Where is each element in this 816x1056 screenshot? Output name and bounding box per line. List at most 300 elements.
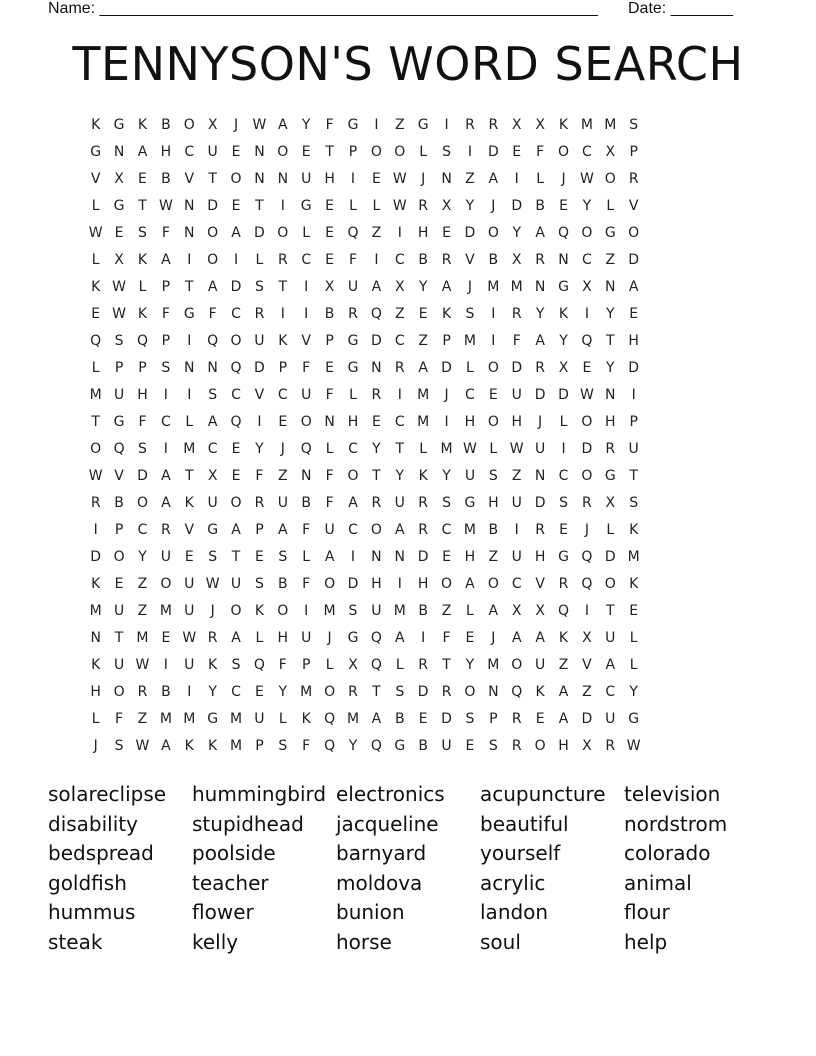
grid-letter: Z <box>137 576 148 592</box>
grid-letter: C <box>348 441 358 457</box>
page-title: TENNYSON'S WORD SEARCH <box>72 37 744 91</box>
grid-letter: N <box>207 360 218 376</box>
grid-letter: C <box>231 684 241 700</box>
grid-letter: A <box>558 711 569 727</box>
grid-letter: V <box>90 171 101 187</box>
grid-letter: U <box>371 603 382 619</box>
grid-letter: P <box>348 144 358 160</box>
grid-letter: Q <box>370 738 382 754</box>
grid-letter: W <box>88 468 103 484</box>
grid-letter: I <box>163 387 168 403</box>
grid-letter: R <box>348 306 358 322</box>
grid-row <box>84 112 645 139</box>
grid-letter: Y <box>301 117 311 133</box>
grid-letter: H <box>488 495 499 511</box>
grid-letter: E <box>325 198 335 214</box>
grid-letter: E <box>325 225 335 241</box>
grid-letter: R <box>254 306 265 322</box>
grid-letter: C <box>394 333 405 349</box>
grid-row <box>84 328 645 355</box>
grid-letter: Y <box>465 657 475 673</box>
grid-letter: E <box>231 441 241 457</box>
grid-letter: O <box>277 603 289 619</box>
grid-letter: Y <box>606 306 615 322</box>
grid-row <box>84 679 645 706</box>
grid-letter: Q <box>207 333 219 349</box>
grid-letter: E <box>301 144 311 160</box>
grid-letter: S <box>114 333 124 349</box>
grid-letter: T <box>606 333 615 349</box>
grid-letter: G <box>183 306 195 322</box>
grid-letter: W <box>509 441 524 457</box>
grid-letter: I <box>187 333 192 349</box>
grid-letter: A <box>161 495 171 511</box>
grid-letter: S <box>278 549 288 565</box>
word-list-item: solareclipse <box>48 782 167 806</box>
grid-row <box>84 193 645 220</box>
grid-letter: A <box>348 495 358 511</box>
grid-letter: G <box>604 468 616 484</box>
grid-letter: T <box>325 144 334 160</box>
grid-letter: G <box>113 414 125 430</box>
grid-letter: Z <box>488 549 499 565</box>
grid-letter: I <box>491 333 496 349</box>
grid-letter: N <box>254 144 265 160</box>
grid-letter: J <box>584 522 589 538</box>
word-list-item: landon <box>480 900 549 925</box>
grid-letter: E <box>488 387 498 403</box>
word-list-item: flour <box>624 900 670 925</box>
word-list-item: electronics <box>336 782 445 806</box>
grid-letter: F <box>115 711 124 727</box>
grid-letter: I <box>280 198 285 214</box>
grid-letter: P <box>161 333 171 349</box>
grid-letter: S <box>254 279 264 295</box>
grid-letter: O <box>581 414 593 430</box>
grid-letter: R <box>628 171 639 187</box>
grid-letter: P <box>255 738 264 754</box>
grid-letter: L <box>325 657 334 673</box>
grid-letter: I <box>163 657 168 673</box>
grid-row <box>84 301 645 328</box>
grid-letter: W <box>205 576 220 592</box>
grid-letter: C <box>348 522 358 538</box>
grid-letter: Q <box>370 306 382 322</box>
grid-letter: F <box>325 468 334 484</box>
grid-letter: K <box>558 306 569 322</box>
word-list-item: teacher <box>192 870 269 895</box>
grid-letter: R <box>535 252 545 268</box>
grid-letter: Q <box>324 738 336 754</box>
grid-letter: O <box>324 576 336 592</box>
grid-letter: W <box>392 171 407 187</box>
grid-letter: P <box>442 333 451 349</box>
grid-letter: F <box>302 360 311 376</box>
grid-letter: I <box>187 252 192 268</box>
grid-row <box>84 382 645 409</box>
grid-letter: Z <box>558 657 569 673</box>
grid-letter: Q <box>324 711 336 727</box>
grid-letter: X <box>348 657 358 673</box>
grid-letter: H <box>417 576 429 592</box>
grid-letter: A <box>605 657 616 673</box>
grid-row <box>84 409 645 436</box>
grid-letter: P <box>301 657 311 673</box>
grid-letter: G <box>347 333 359 349</box>
grid-letter: V <box>254 387 265 403</box>
grid-letter: I <box>397 225 402 241</box>
word-list-item: help <box>624 929 668 954</box>
grid-letter: Y <box>255 441 264 457</box>
grid-letter: S <box>395 684 405 700</box>
grid-letter: E <box>512 144 522 160</box>
grid-letter: O <box>370 144 382 160</box>
grid-letter: Q <box>511 684 523 700</box>
grid-letter: X <box>558 360 569 376</box>
grid-row <box>84 139 645 166</box>
grid-letter: M <box>417 414 430 430</box>
grid-letter: G <box>347 630 359 646</box>
grid-letter: T <box>255 198 264 214</box>
grid-letter: R <box>137 684 148 700</box>
grid-letter: L <box>278 711 287 727</box>
word-list-item: jacqueline <box>336 811 439 836</box>
grid-letter: K <box>629 522 639 538</box>
grid-letter: R <box>394 360 405 376</box>
grid-letter: B <box>301 495 312 511</box>
grid-letter: F <box>325 495 334 511</box>
grid-letter: P <box>138 360 147 376</box>
grid-letter: D <box>254 225 265 241</box>
grid-letter: D <box>581 441 593 457</box>
word-list-item: steak <box>48 929 103 954</box>
grid-letter: O <box>300 414 312 430</box>
grid-letter: B <box>114 495 124 511</box>
word-list-item: disability <box>48 811 138 836</box>
grid-letter: M <box>89 603 102 619</box>
grid-letter: S <box>442 144 451 160</box>
name-field-label: Name: ________________________________________________________ <box>48 0 598 17</box>
grid-letter: P <box>629 414 638 430</box>
grid-letter: R <box>535 360 545 376</box>
grid-letter: L <box>606 198 615 214</box>
grid-letter: T <box>372 684 381 700</box>
grid-letter: A <box>535 630 545 646</box>
grid-letter: U <box>230 576 242 592</box>
grid-letter: O <box>277 144 289 160</box>
grid-letter: X <box>511 603 522 619</box>
grid-letter: F <box>536 144 545 160</box>
grid-letter: N <box>558 252 569 268</box>
grid-letter: T <box>395 441 405 457</box>
grid-letter: C <box>394 252 405 268</box>
grid-letter: F <box>208 306 217 322</box>
grid-letter: I <box>444 414 449 430</box>
grid-letter: I <box>397 387 402 403</box>
grid-letter: L <box>629 657 638 673</box>
grid-letter: N <box>534 468 546 484</box>
grid-letter: M <box>627 549 640 565</box>
grid-letter: R <box>582 495 592 511</box>
grid-letter: C <box>231 387 241 403</box>
grid-letter: O <box>464 684 476 700</box>
grid-letter: R <box>511 306 522 322</box>
grid-letter: O <box>628 225 640 241</box>
grid-letter: M <box>183 441 196 457</box>
grid-letter: I <box>257 414 262 430</box>
grid-letter: U <box>464 468 476 484</box>
grid-letter: K <box>558 630 569 646</box>
grid-letter: K <box>629 576 639 592</box>
grid-letter: C <box>277 387 288 403</box>
grid-letter: N <box>324 414 335 430</box>
grid-letter: V <box>301 333 311 349</box>
grid-letter: O <box>230 171 242 187</box>
grid-letter: K <box>208 657 218 673</box>
grid-letter: L <box>489 441 498 457</box>
grid-letter: F <box>325 387 334 403</box>
grid-letter: C <box>160 414 171 430</box>
word-list-item: kelly <box>192 929 239 954</box>
grid-letter: O <box>160 576 172 592</box>
grid-letter: H <box>277 630 289 646</box>
grid-letter: M <box>300 684 313 700</box>
grid-letter: O <box>230 603 242 619</box>
grid-letter: G <box>207 711 219 727</box>
grid-letter: A <box>278 522 288 538</box>
grid-letter: V <box>114 468 124 484</box>
grid-letter: S <box>559 495 568 511</box>
grid-letter: C <box>231 306 241 322</box>
grid-letter: P <box>629 144 638 160</box>
grid-letter: T <box>442 657 451 673</box>
grid-letter: V <box>465 252 475 268</box>
grid-letter: E <box>371 171 381 187</box>
grid-letter: K <box>254 603 265 619</box>
grid-letter: E <box>559 198 568 214</box>
grid-letter: G <box>464 495 476 511</box>
grid-letter: M <box>440 441 453 457</box>
grid-letter: R <box>277 252 288 268</box>
grid-row <box>84 220 645 247</box>
grid-letter: B <box>488 522 499 538</box>
grid-letter: I <box>467 144 473 160</box>
grid-letter: I <box>350 549 356 565</box>
grid-letter: Q <box>230 414 242 430</box>
grid-letter: J <box>280 441 285 457</box>
grid-letter: D <box>511 360 523 376</box>
grid-letter: L <box>629 630 638 646</box>
grid-letter: C <box>582 144 592 160</box>
grid-letter: Y <box>442 468 451 484</box>
grid-letter: E <box>418 711 428 727</box>
grid-letter: X <box>605 495 616 511</box>
word-list-item: acupuncture <box>480 782 606 806</box>
grid-letter: J <box>327 630 332 646</box>
grid-letter: B <box>278 576 288 592</box>
grid-letter: G <box>604 225 616 241</box>
grid-letter: N <box>441 171 452 187</box>
grid-letter: X <box>605 144 616 160</box>
grid-letter: A <box>535 333 545 349</box>
grid-letter: L <box>349 387 357 403</box>
grid-letter: K <box>91 657 101 673</box>
grid-letter: S <box>278 738 288 754</box>
grid-letter: H <box>628 333 639 349</box>
grid-letter: I <box>187 684 192 700</box>
grid-letter: Z <box>465 171 475 187</box>
grid-letter: O <box>183 117 195 133</box>
grid-letter: U <box>277 495 288 511</box>
grid-letter: I <box>280 306 285 322</box>
grid-letter: S <box>629 495 639 511</box>
grid-letter: G <box>90 144 102 160</box>
grid-letter: Y <box>559 333 568 349</box>
grid-letter: G <box>628 711 640 727</box>
grid-letter: M <box>510 279 523 295</box>
grid-letter: S <box>348 603 358 619</box>
grid-letter: L <box>302 225 311 241</box>
grid-letter: W <box>182 630 197 646</box>
grid-letter: L <box>91 711 100 727</box>
grid-letter: A <box>231 225 241 241</box>
grid-letter: H <box>558 738 569 754</box>
grid-letter: D <box>417 684 429 700</box>
grid-letter: Y <box>535 306 545 322</box>
grid-letter: X <box>511 117 522 133</box>
grid-letter: R <box>254 495 265 511</box>
grid-letter: L <box>349 198 357 214</box>
grid-letter: Y <box>372 441 381 457</box>
grid-row <box>84 625 645 652</box>
grid-row <box>84 652 645 679</box>
grid-letter: I <box>584 603 589 619</box>
grid-letter: D <box>90 549 102 565</box>
grid-letter: I <box>304 306 309 322</box>
grid-letter: S <box>488 468 498 484</box>
grid-letter: E <box>231 144 241 160</box>
grid-letter: A <box>231 630 241 646</box>
grid-letter: F <box>302 576 311 592</box>
grid-letter: I <box>491 306 496 322</box>
grid-letter: L <box>255 630 264 646</box>
grid-row <box>84 517 645 544</box>
grid-letter: K <box>137 117 148 133</box>
grid-letter: D <box>604 549 616 565</box>
grid-letter: B <box>324 306 335 322</box>
grid-letter: G <box>300 198 312 214</box>
grid-letter: X <box>582 279 592 295</box>
grid-letter: Y <box>512 225 521 241</box>
date-field-label: Date: _______ <box>628 0 733 17</box>
grid-letter: I <box>584 306 589 322</box>
grid-letter: P <box>114 360 124 376</box>
grid-letter: B <box>418 738 428 754</box>
grid-letter: E <box>582 360 592 376</box>
word-list-item: poolside <box>192 841 276 866</box>
grid-letter: H <box>324 171 335 187</box>
grid-letter: U <box>113 387 125 403</box>
grid-letter: M <box>604 117 617 133</box>
grid-letter: M <box>393 603 406 619</box>
grid-letter: U <box>534 441 546 457</box>
grid-letter: N <box>277 171 289 187</box>
grid-letter: A <box>161 468 171 484</box>
grid-letter: A <box>488 171 499 187</box>
grid-letter: L <box>395 657 404 673</box>
grid-letter: T <box>606 603 615 619</box>
grid-letter: U <box>628 441 639 457</box>
grid-letter: D <box>254 360 265 376</box>
grid-letter: F <box>302 522 311 538</box>
grid-letter: E <box>559 522 568 538</box>
grid-letter: L <box>466 603 474 619</box>
grid-letter: X <box>535 603 545 619</box>
grid-letter: K <box>418 468 428 484</box>
word-list-item: hummus <box>48 900 136 925</box>
grid-letter: D <box>628 360 640 376</box>
grid-row <box>84 247 645 274</box>
grid-row <box>84 166 645 193</box>
grid-letter: X <box>207 117 218 133</box>
grid-letter: W <box>158 198 173 214</box>
grid-letter: M <box>323 603 336 619</box>
grid-letter: S <box>465 306 475 322</box>
grid-letter: D <box>628 252 640 268</box>
grid-letter: M <box>463 522 476 538</box>
grid-letter: I <box>93 522 98 538</box>
grid-letter: A <box>628 279 639 295</box>
grid-letter: N <box>254 171 265 187</box>
grid-letter: P <box>278 360 288 376</box>
grid-letter: G <box>347 360 359 376</box>
grid-letter: J <box>93 738 98 754</box>
grid-letter: N <box>184 360 195 376</box>
grid-letter: T <box>184 468 194 484</box>
grid-letter: O <box>370 522 382 538</box>
grid-letter: U <box>301 171 312 187</box>
grid-letter: I <box>187 387 192 403</box>
grid-letter: E <box>255 684 264 700</box>
grid-letter: Y <box>606 360 615 376</box>
grid-letter: O <box>487 225 499 241</box>
grid-letter: H <box>417 225 429 241</box>
grid-letter: R <box>418 198 429 214</box>
grid-letter: B <box>161 684 171 700</box>
grid-letter: L <box>559 414 568 430</box>
grid-letter: N <box>371 549 382 565</box>
grid-letter: E <box>278 414 288 430</box>
grid-letter: S <box>442 495 451 511</box>
grid-letter: T <box>208 171 217 187</box>
grid-letter: U <box>347 279 359 295</box>
grid-letter: X <box>582 738 592 754</box>
grid-letter: Q <box>557 603 570 619</box>
grid-row <box>84 274 645 301</box>
grid-letter: U <box>113 657 125 673</box>
grid-letter: D <box>511 198 523 214</box>
grid-letter: O <box>113 684 125 700</box>
grid-letter: D <box>230 279 242 295</box>
grid-letter: O <box>487 360 499 376</box>
grid-letter: I <box>304 279 309 295</box>
grid-letter: A <box>161 252 171 268</box>
grid-letter: K <box>91 279 101 295</box>
grid-letter: D <box>137 468 148 484</box>
grid-letter: B <box>418 603 428 619</box>
grid-letter: X <box>114 171 124 187</box>
grid-letter: X <box>394 279 405 295</box>
